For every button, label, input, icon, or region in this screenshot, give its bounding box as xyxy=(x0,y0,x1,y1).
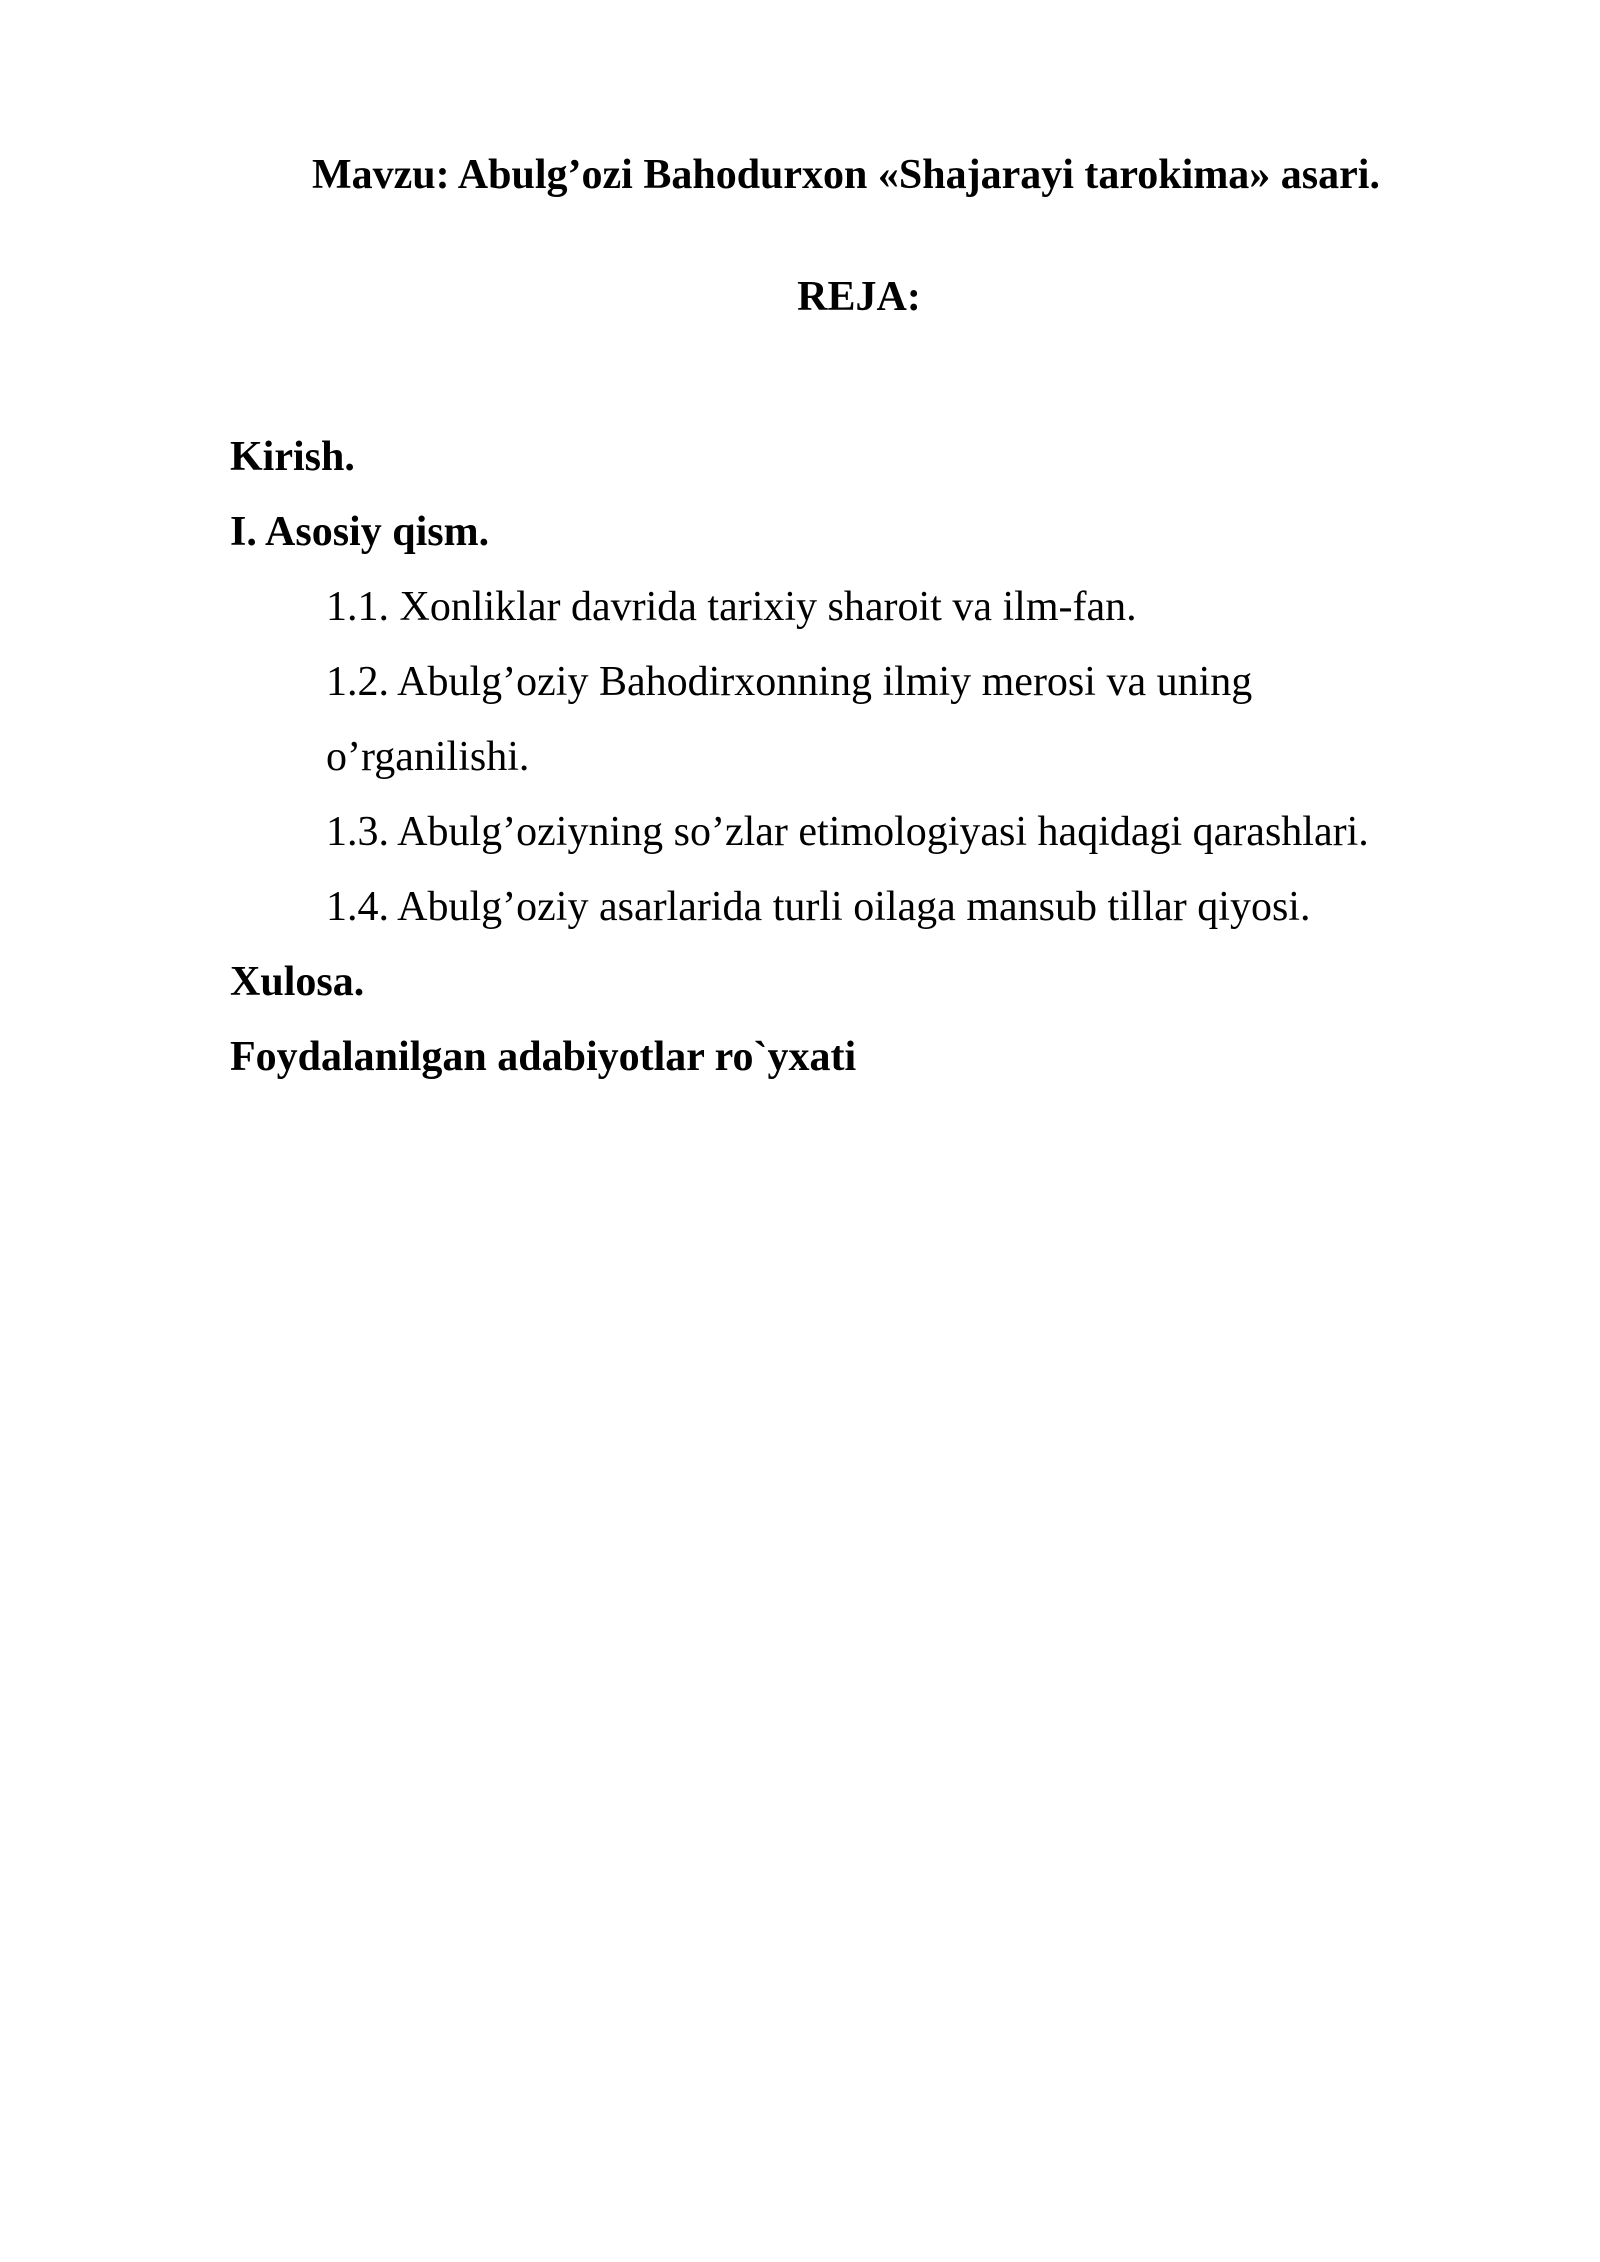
outline-main-part: I. Asosiy qism. xyxy=(230,509,490,555)
document-title: Mavzu: Abulg’ozi Bahodurxon «Shajarayi tarokima» asari. xyxy=(312,152,1380,198)
outline-item-1-3: 1.3. Abulg’oziyning so’zlar etimologiyasi haqidagi qarashlari. xyxy=(326,809,1369,855)
outline-intro: Kirish. xyxy=(230,434,355,480)
outline-item-1-1: 1.1. Xonliklar davrida tarixiy sharoit va ilm-fan. xyxy=(326,584,1137,630)
outline-references: Foydalanilgan adabiyotlar ro`yxati xyxy=(230,1034,857,1080)
outline-conclusion: Xulosa. xyxy=(230,959,365,1005)
plan-heading: REJA: xyxy=(797,274,921,320)
plan-outline xyxy=(230,420,1430,1095)
outline-item-1-4: 1.4. Abulg’oziy asarlarida turli oilaga mansub tillar qiyosi. xyxy=(326,884,1311,930)
outline-item-1-2: 1.2. Abulg’oziy Bahodirxonning ilmiy merosi va uning xyxy=(326,659,1253,705)
outline-item-1-2-continued: o’rganilishi. xyxy=(326,734,530,780)
